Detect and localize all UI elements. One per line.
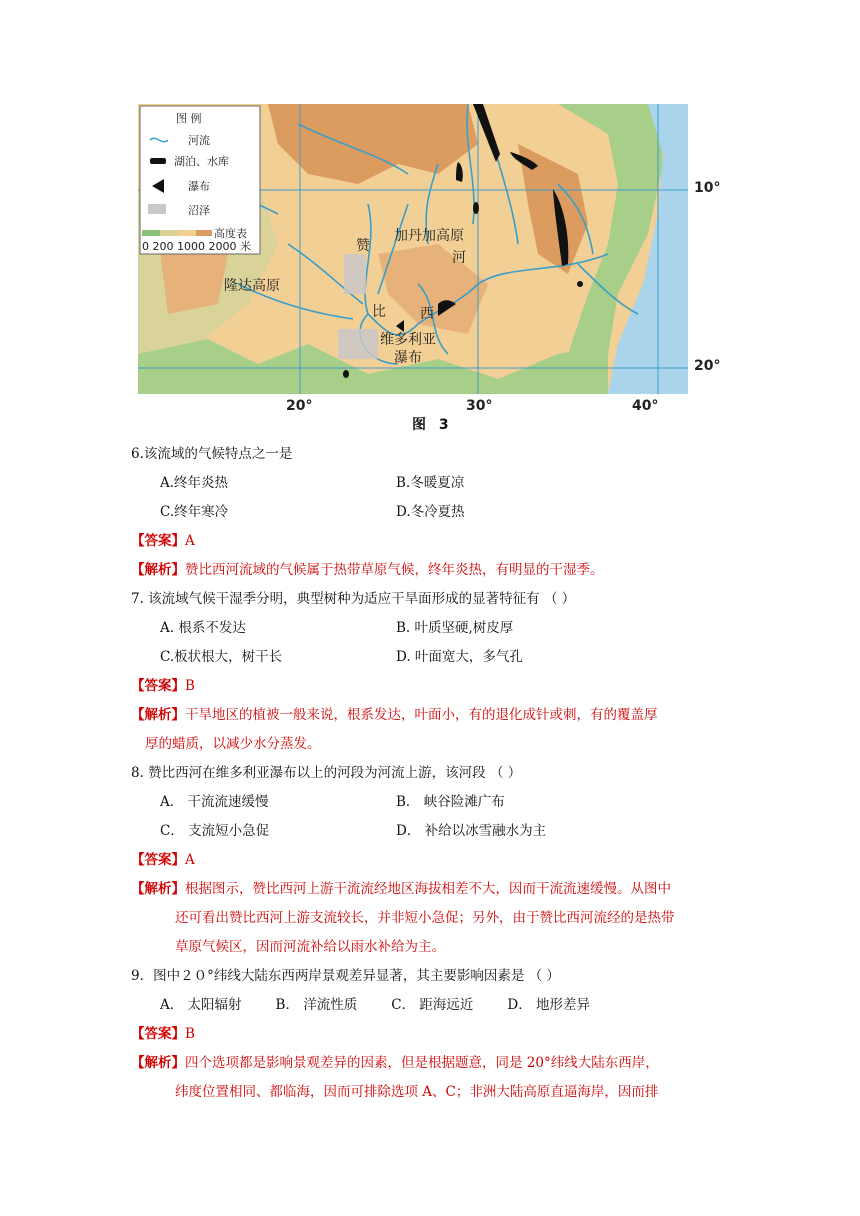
answer-tag: 【答案】 (131, 678, 185, 694)
explain-tag: 【解析】 (131, 707, 185, 723)
lon-label-20: 20° (286, 398, 313, 414)
option-a: A. 根系不发达 (160, 620, 246, 636)
option-d: D． 补给以冰雪融水为主 (396, 823, 547, 839)
question-7 (131, 585, 731, 759)
option-b: B. 叶质坚硬,树皮厚 (396, 620, 514, 636)
legend-swamp: 沼泽 (188, 204, 210, 217)
option-row (131, 498, 731, 527)
option-row (131, 991, 731, 1020)
explain-line: 纬度位置相同、都临海，因而可排除选项 A、C；非洲大陆高原直逼海岸，因而排 (175, 1084, 659, 1100)
option-d: D. 叶面宽大，多气孔 (396, 649, 523, 665)
lat-label-10: 10° (694, 180, 721, 196)
question-6 (131, 440, 731, 585)
question-stem: 8. 赞比西河在维多利亚瀑布以上的河段为河流上游，该河段 （ ） (131, 765, 522, 781)
option-c: C． 距海远近 (391, 997, 474, 1013)
question-stem: 7. 该流域气候干湿季分明，典型树种为适应干旱面形成的显著特征有 （ ） (131, 591, 576, 607)
legend-lake: 湖泊、水库 (174, 155, 229, 168)
option-row (131, 788, 731, 817)
explanation (131, 875, 731, 904)
label-zan: 赞 (356, 238, 370, 254)
explain-line: 赞比西河流域的气候属于热带草原气候，终年炎热，有明显的干湿季。 (185, 562, 604, 578)
option-a: A.终年炎热 (160, 475, 229, 491)
option-row (131, 817, 731, 846)
legend-river: 河流 (188, 134, 210, 147)
explanation (131, 556, 731, 585)
question-9 (131, 962, 731, 1107)
option-a: A． 太阳辐射 (160, 997, 242, 1013)
option-a: A． 干流流速缓慢 (160, 794, 269, 810)
answer-tag: 【答案】 (131, 1026, 185, 1042)
question-8 (131, 759, 731, 962)
label-victoria: 维多利亚 (380, 332, 436, 348)
explain-tag: 【解析】 (131, 881, 185, 897)
lat-label-20: 20° (694, 358, 721, 374)
answer-tag: 【答案】 (131, 533, 185, 549)
label-katanga: 加丹加高原 (394, 228, 464, 244)
explain-line: 根据图示，赞比西河上游干流流经地区海拔相差不大，因而干流流速缓慢。从图中 (185, 881, 671, 897)
answer (131, 1020, 731, 1049)
option-d: D.冬冷夏热 (396, 504, 465, 520)
explain-line: 草原气候区，因而河流补给以雨水补给为主。 (175, 939, 445, 955)
label-lunda: 隆达高原 (224, 278, 280, 294)
legend-title: 图 例 (176, 112, 202, 125)
label-he: 河 (452, 250, 466, 266)
option-c: C.终年寒冷 (160, 504, 229, 520)
answer (131, 846, 731, 875)
option-row (131, 643, 731, 672)
question-list (131, 440, 731, 1107)
explain-line: 四个选项都是影响景观差异的因素，但是根据题意，同是 20°纬线大陆东西岸， (185, 1055, 659, 1071)
option-c: C． 支流短小急促 (160, 823, 270, 839)
legend-elevation: 高度表 (214, 227, 247, 240)
explain-line: 干旱地区的植被一般来说，根系发达，叶面小，有的退化成针或刺，有的覆盖厚 (185, 707, 658, 723)
option-b: B.冬暖夏凉 (396, 475, 465, 491)
option-d: D． 地形差异 (507, 997, 591, 1013)
answer-tag: 【答案】 (131, 852, 185, 868)
legend-scale: 0 200 1000 2000 米 (142, 240, 251, 253)
explain-tag: 【解析】 (131, 562, 185, 578)
figure-caption: 图 3 (412, 417, 453, 433)
legend-waterfall: 瀑布 (188, 180, 210, 193)
label-falls: 瀑布 (394, 350, 422, 366)
explanation (131, 701, 731, 730)
label-xi: 西 (420, 306, 434, 322)
label-bi: 比 (372, 304, 386, 320)
map-figure (138, 104, 688, 394)
question-stem: 9．图中２０°纬线大陆东西两岸景观差异显著，其主要影响因素是 （ ） (131, 968, 560, 984)
answer-value: B (185, 1026, 195, 1042)
answer (131, 672, 731, 701)
explanation (131, 1049, 731, 1078)
lon-label-40: 40° (632, 398, 659, 414)
question-stem: 6.该流域的气候特点之一是 (131, 446, 293, 462)
explain-tag: 【解析】 (131, 1055, 185, 1071)
explain-line: 还可看出赞比西河上游支流较长，并非短小急促；另外，由于赞比西河流经的是热带 (175, 910, 675, 926)
lon-label-30: 30° (466, 398, 493, 414)
option-b: B． 峡谷险滩广布 (396, 794, 505, 810)
answer (131, 527, 731, 556)
option-c: C.板状根大，树干长 (160, 649, 283, 665)
answer-value: A (185, 852, 195, 868)
answer-value: A (185, 533, 195, 549)
explain-line: 厚的蜡质，以减少水分蒸发。 (145, 736, 321, 752)
option-row (131, 614, 731, 643)
option-b: B． 洋流性质 (275, 997, 358, 1013)
answer-value: B (185, 678, 195, 694)
option-row (131, 469, 731, 498)
